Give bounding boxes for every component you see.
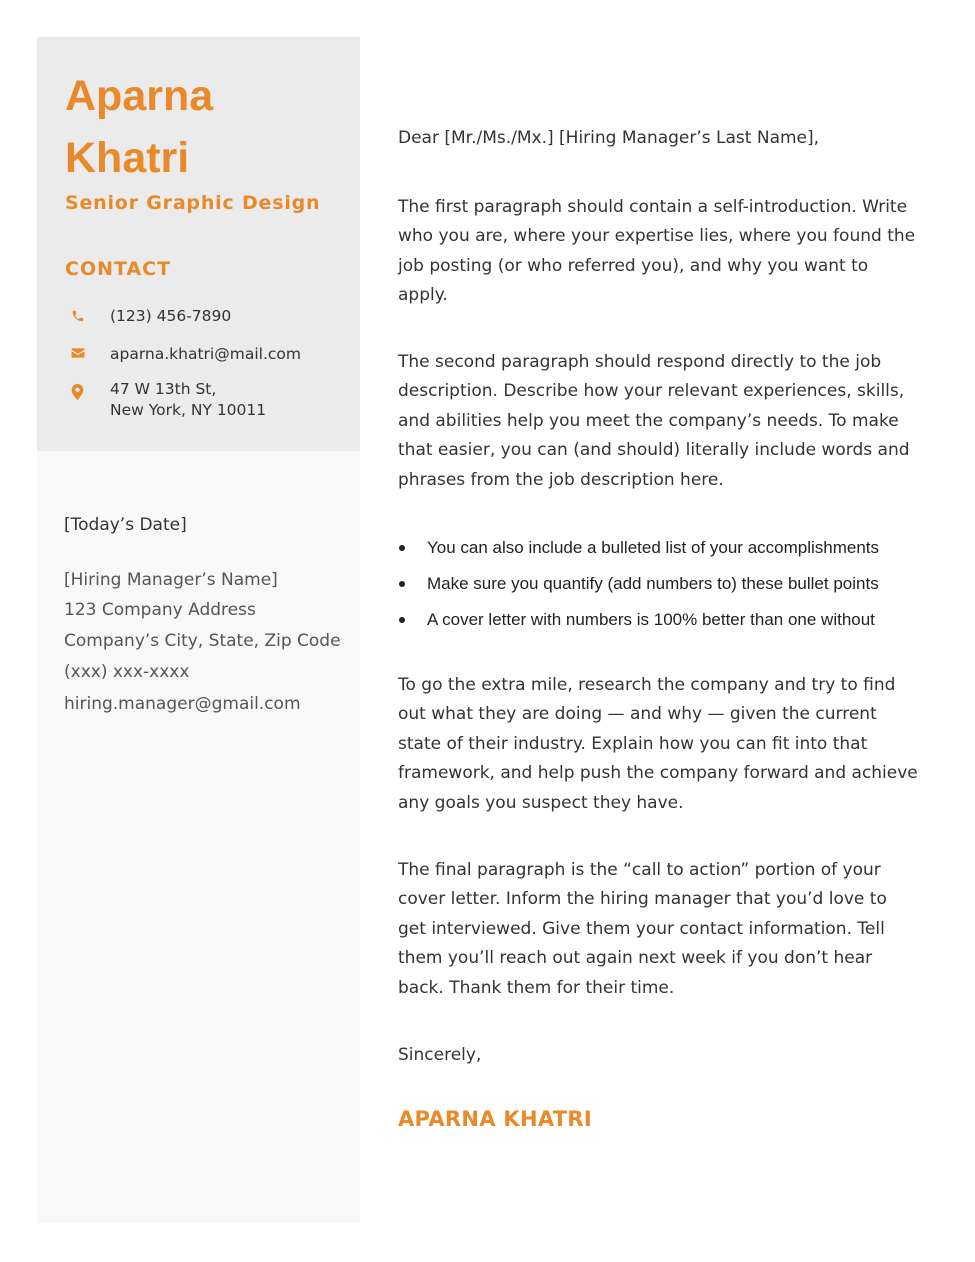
accomplishment-list <box>398 535 879 643</box>
first-name: Aparna <box>65 72 214 120</box>
sidebar-header <box>37 37 360 451</box>
recipient-city: Company’s City, State, Zip Code <box>64 631 341 651</box>
contact-heading: CONTACT <box>65 258 172 280</box>
recipient-name: [Hiring Manager’s Name] <box>64 570 278 590</box>
applicant-name <box>65 65 213 189</box>
closing: Sincerely, <box>398 1045 482 1065</box>
recipient-email: hiring.manager@gmail.com <box>64 694 301 714</box>
list-item: A cover letter with numbers is 100% better than one without <box>398 607 879 643</box>
paragraph-3: To go the extra mile, research the company and try to find out what they are doing — and why — given the current state of their industry. Explain how you can fit into that framework, and help push the company forward and achieve any goals you suspect they have. <box>398 675 918 813</box>
salutation: Dear [Mr./Ms./Mx.] [Hiring Manager’s Last Name], <box>398 128 820 148</box>
contact-email <box>65 344 301 365</box>
contact-address <box>65 379 266 421</box>
job-title: Senior Graphic Design <box>65 192 321 214</box>
sidebar <box>37 37 360 1223</box>
paragraph-4: The final paragraph is the “call to action” portion of your cover letter. Inform the hiring manager that you’d love to get interviewed. Give them your contact information. Tell them you’ll reach out again next week if you don’t hear back. Thank them for their time. <box>398 860 887 998</box>
recipient-phone: (xxx) xxx-xxxx <box>64 662 190 682</box>
last-name: Khatri <box>65 134 190 182</box>
envelope-icon <box>65 344 110 359</box>
email-text: aparna.khatri@mail.com <box>110 345 301 363</box>
signature: APARNA KHATRI <box>398 1107 592 1131</box>
address-line2: New York, NY 10011 <box>110 401 267 419</box>
recipient-address: 123 Company Address <box>64 600 256 620</box>
list-item: You can also include a bulleted list of your accomplishments <box>398 535 879 571</box>
location-pin-icon <box>65 379 110 400</box>
list-item: Make sure you quantify (add numbers to) these bullet points <box>398 571 879 607</box>
phone-icon <box>65 306 110 323</box>
paragraph-1: The first paragraph should contain a self-introduction. Write who you are, where your expertise lies, where you found the job posting (or who referred you), and why you want to apply. <box>398 197 916 306</box>
phone-text: (123) 456-7890 <box>110 307 232 325</box>
letter-date: [Today’s Date] <box>64 515 187 535</box>
paragraph-2: The second paragraph should respond directly to the job description. Describe how your relevant experiences, skills, and abilities help you meet the company’s needs. To make that easier, you can (and should) literally include words and phrases from the job description here. <box>398 352 910 490</box>
address-text <box>110 379 266 421</box>
address-line1: 47 W 13th St, <box>110 380 217 398</box>
contact-phone <box>65 306 231 327</box>
